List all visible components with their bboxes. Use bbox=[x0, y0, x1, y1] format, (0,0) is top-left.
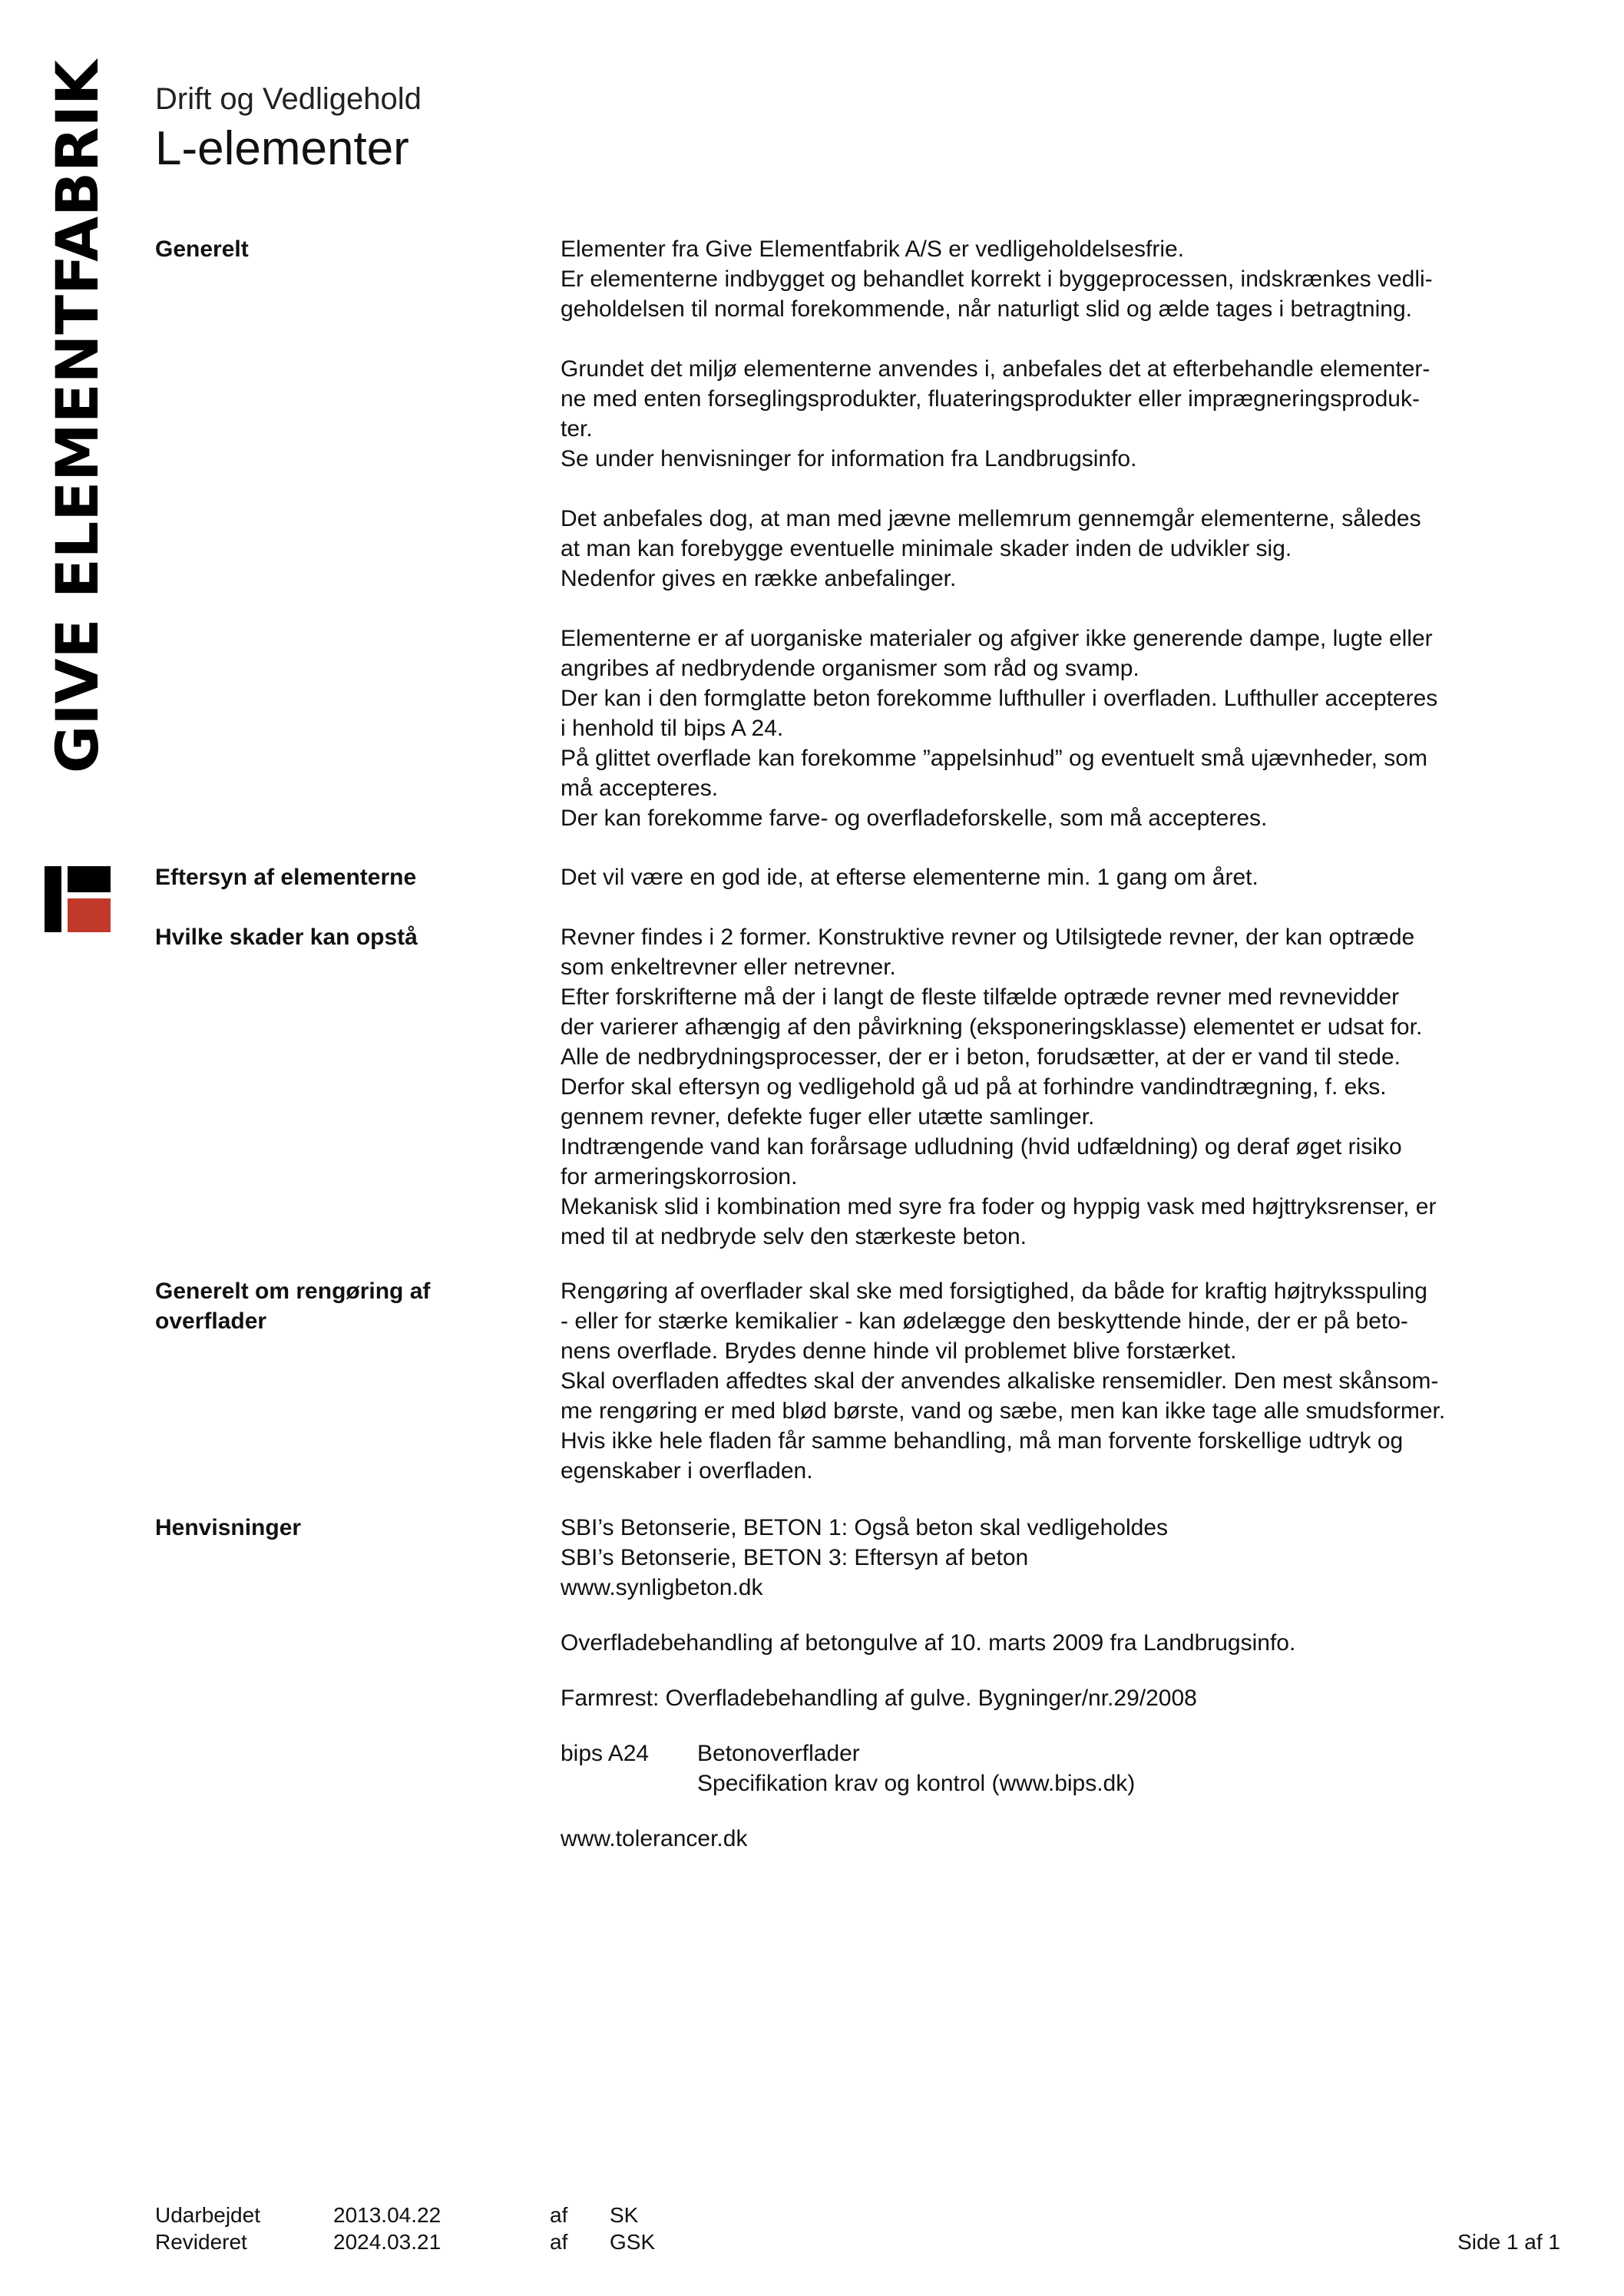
paragraph: Grundet det miljø elementerne anvendes i, anbefales det at efterbehandle elementer- ne med enten forseglingsprodukter, fluateringsprodukter eller imprægneringsproduk- ter. Se under henvisninger for information fra Landbrugsinfo. bbox=[561, 356, 1431, 471]
section-label: Henvisninger bbox=[155, 1515, 302, 1540]
paragraph: Elementer fra Give Elementfabrik A/S er vedligeholdelsesfrie. Er elementerne indbygget og behandlet korrekt i byggeprocessen, indskrænkes vedli- geholdelsen til normal forekommende, når naturligt slid og ælde tages i betragtning. bbox=[561, 237, 1433, 322]
reference-link[interactable]: www.synligbeton.dk bbox=[561, 1575, 763, 1600]
section-label: Hvilke skader kan opstå bbox=[155, 925, 418, 950]
reference: SBI’s Betonserie, BETON 3: Eftersyn af beton bbox=[561, 1545, 1029, 1570]
document-header bbox=[155, 81, 422, 177]
section-content: SBI’s Betonserie, BETON 1: Også beton skal vedligeholdes SBI’s Betonserie, BETON 3: Eftersyn af beton www.synligbeton.dk Overfladebehandling af betongulve af 10. marts 2009 fra Landbrugsinfo. Farmrest: Overfladebehandling af gulve. Bygninger/nr.29/2008 bips A24 Betonoverflader Specifikation krav og kontrol (www.bips.dk) www.tolerancer.dk bbox=[561, 1513, 1551, 1854]
paragraph: Elementerne er af uorganiske materialer og afgiver ikke generende dampe, lugte eller angribes af nedbrydende organismer som råd og svamp. Der kan i den formglatte beton forekomme lufthuller i overfladen. Lufthuller accepteres i henhold til bips A 24. På glittet overflade kan forekomme ”appelsinhud” og eventuelt små ujævnheder, som må accepteres. Der kan forekomme farve- og overfladeforskelle, som må accepteres. bbox=[561, 626, 1438, 831]
document-title: L-elementer bbox=[155, 122, 409, 175]
section-content: Rengøring af overflader skal ske med forsigtighed, da både for kraftig højtryksspuling - eller for stærke kemikalier - kan ødelægge den beskyttende hinde, der er på beto- nens overflade. Brydes denne hinde vil problemet blive forstærket. Skal overfladen affedtes skal der anvendes alkaliske rensemidler. Den mest skånsom- me rengøring er med blød børste, vand og sæbe, men kan ikke tage alle smudsformer. Hvis ikke hele fladen får samme behandling, må man forvente forskellige udtryk og egenskaber i overfladen. bbox=[561, 1279, 1446, 1484]
reference: SBI’s Betonserie, BETON 1: Også beton skal vedligeholdes bbox=[561, 1515, 1169, 1540]
reference-link[interactable]: www.tolerancer.dk bbox=[561, 1826, 748, 1851]
section-label: Generelt om rengøring af overflader bbox=[155, 1279, 431, 1334]
page-number: Side 1 af 1 bbox=[1457, 2230, 1560, 2254]
brand-logo bbox=[45, 60, 111, 941]
brand-mark-icon bbox=[45, 866, 111, 932]
section-content: Revner findes i 2 former. Konstruktive revner og Utilsigtede revner, der kan optræde som enkeltrevner eller netrevner. Efter forskrifterne må der i langt de fleste tilfælde optræde revner med revnevidder der varierer afhængig af den påvirkning (eksponeringsklasse) elementet er udsat for. Alle de nedbrydningsprocesser, der er i beton, forudsætter, at der er vand til stede. Derfor skal eftersyn og vedligehold gå ud på at forhindre vandindtrægning, f. eks. gennem revner, defekte fuger eller utætte samlinger. Indtrængende vand kan forårsage udludning (hvid udfældning) og deraf øget risiko for armeringskorrosion. Mekanisk slid i kombination med syre fra foder og hyppig vask med højttryksrenser, er med til at nedbryde selv den stærkeste beton. bbox=[561, 925, 1437, 1249]
footer-row-prepared: Udarbejdet 2013.04.22 af SK bbox=[155, 2203, 639, 2227]
footer-row-revised: Revideret 2024.03.21 af GSK Side 1 af 1 bbox=[155, 2230, 1560, 2254]
section-label: Eftersyn af elementerne bbox=[155, 865, 417, 890]
section-content bbox=[561, 234, 1551, 833]
paragraph: Det anbefales dog, at man med jævne mellemrum gennemgår elementerne, således at man kan forebygge eventuelle minimale skader inden de udvikler sig. Nedenfor gives en række anbefalinger. bbox=[561, 506, 1421, 591]
section-content: Det vil være en god ide, at efterse elementerne min. 1 gang om året. bbox=[561, 865, 1259, 890]
brand-logo-text: GIVE ELEMENTFABRIK bbox=[43, 60, 111, 773]
reference: Farmrest: Overfladebehandling af gulve. Bygninger/nr.29/2008 bbox=[561, 1686, 1197, 1711]
section-label: Generelt bbox=[155, 237, 249, 262]
document-subtitle: Drift og Vedligehold bbox=[155, 82, 422, 116]
document-footer bbox=[155, 2202, 1560, 2255]
reference-bips: bips A24 Betonoverflader bbox=[561, 1741, 860, 1766]
reference: Overfladebehandling af betongulve af 10. marts 2009 fra Landbrugsinfo. bbox=[561, 1630, 1296, 1656]
